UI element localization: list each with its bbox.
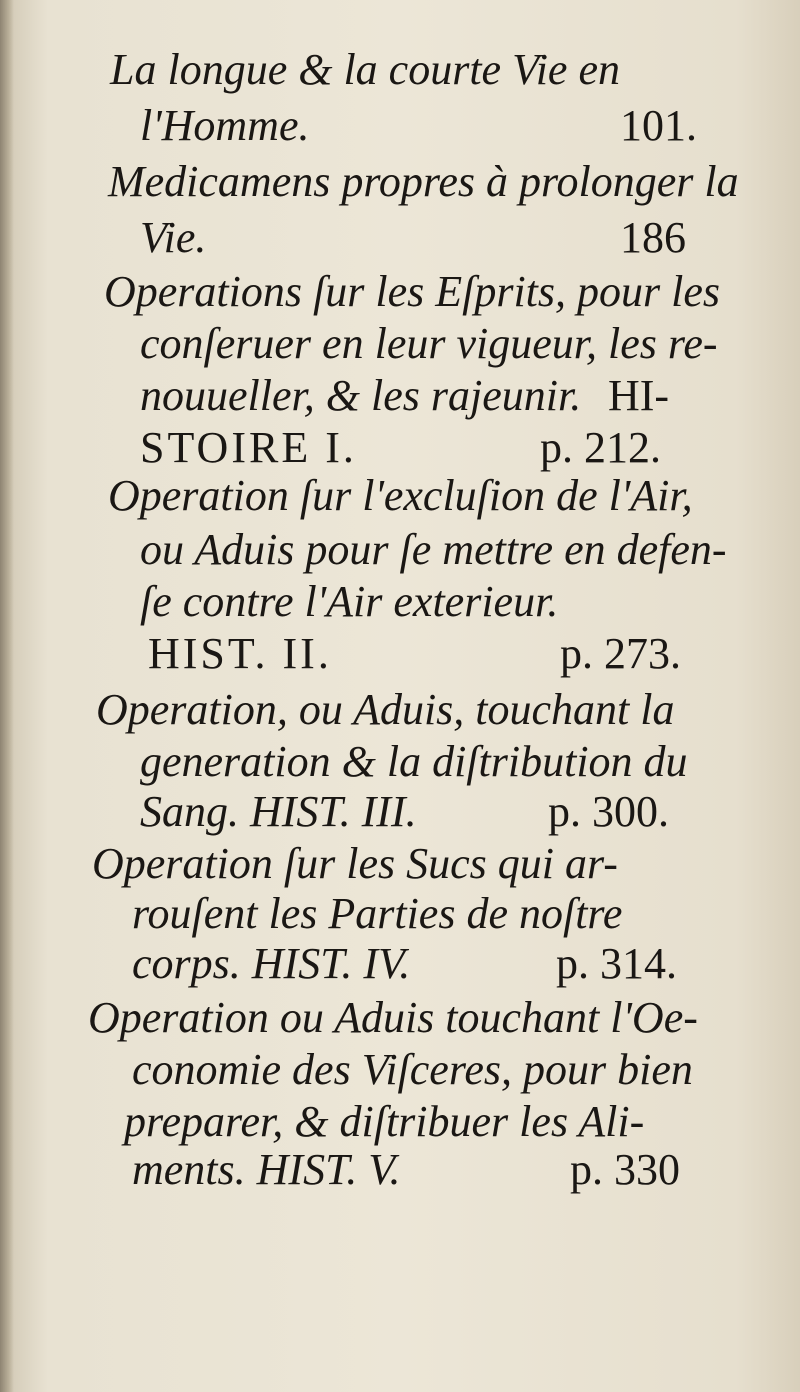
toc-page-number: p. 212. (540, 423, 661, 472)
toc-line (0, 208, 800, 268)
toc-line (0, 262, 800, 322)
toc-line-text: rouſent les Parties de noſtre (132, 889, 623, 938)
toc-page-number: p. 273. (560, 629, 681, 678)
toc-page-number: p. 300. (548, 787, 669, 836)
toc-page-number: p. 314. (556, 939, 677, 988)
toc-line (0, 314, 800, 374)
toc-line-text: Medicamens propres à prolonger la (108, 157, 739, 206)
toc-page-number: 186 (620, 213, 686, 262)
toc-page-number: HI- (608, 371, 670, 420)
toc-line (0, 988, 800, 1048)
toc-line (0, 1040, 800, 1100)
toc-line (0, 466, 800, 526)
toc-line-text: Operation ſur les Sucs qui ar- (92, 839, 618, 888)
toc-line (0, 40, 800, 100)
toc-line (0, 572, 800, 632)
toc-line-text: l'Homme. (140, 101, 310, 150)
toc-line (0, 680, 800, 740)
toc-page-number: p. 330 (570, 1145, 680, 1194)
toc-line (0, 152, 800, 212)
toc-line-text: Operation ou Aduis touchant l'Oe- (88, 993, 698, 1042)
toc-line-text: Sang. HIST. III. (140, 787, 417, 836)
toc-line-text: Operations ſur les Eſprits, pour les (104, 267, 721, 316)
toc-page-number: 101. (620, 101, 697, 150)
toc-line-text: La longue & la courte Vie en (110, 45, 620, 94)
toc-line (0, 934, 800, 994)
toc-line-text: HIST. II. (148, 629, 332, 678)
toc-line (0, 96, 800, 156)
toc-line-text: preparer, & diſtribuer les Ali- (124, 1097, 645, 1146)
toc-line (0, 782, 800, 842)
toc-line-text: generation & la diſtribution du (140, 737, 688, 786)
toc-line-text: nouueller, & les rajeunir. (140, 371, 582, 420)
toc-line (0, 366, 800, 426)
toc-line-text: Operation ſur l'excluſion de l'Air, (108, 471, 693, 520)
toc-line (0, 520, 800, 580)
toc-line-text: ments. HIST. V. (132, 1145, 401, 1194)
toc-line-text: STOIRE I. (140, 423, 357, 472)
toc-line-text: ou Aduis pour ſe mettre en defen- (140, 525, 727, 574)
toc-line (0, 624, 800, 684)
toc-line-text: conſeruer en leur vigueur, les re- (140, 319, 718, 368)
toc-line-text: corps. HIST. IV. (132, 939, 411, 988)
toc-line-text: Vie. (140, 213, 207, 262)
toc-line-text: ſe contre l'Air exterieur. (140, 577, 559, 626)
toc-line (0, 1140, 800, 1200)
toc-line-text: conomie des Viſceres, pour bien (132, 1045, 693, 1094)
toc-line-text: Operation, ou Aduis, touchant la (96, 685, 675, 734)
